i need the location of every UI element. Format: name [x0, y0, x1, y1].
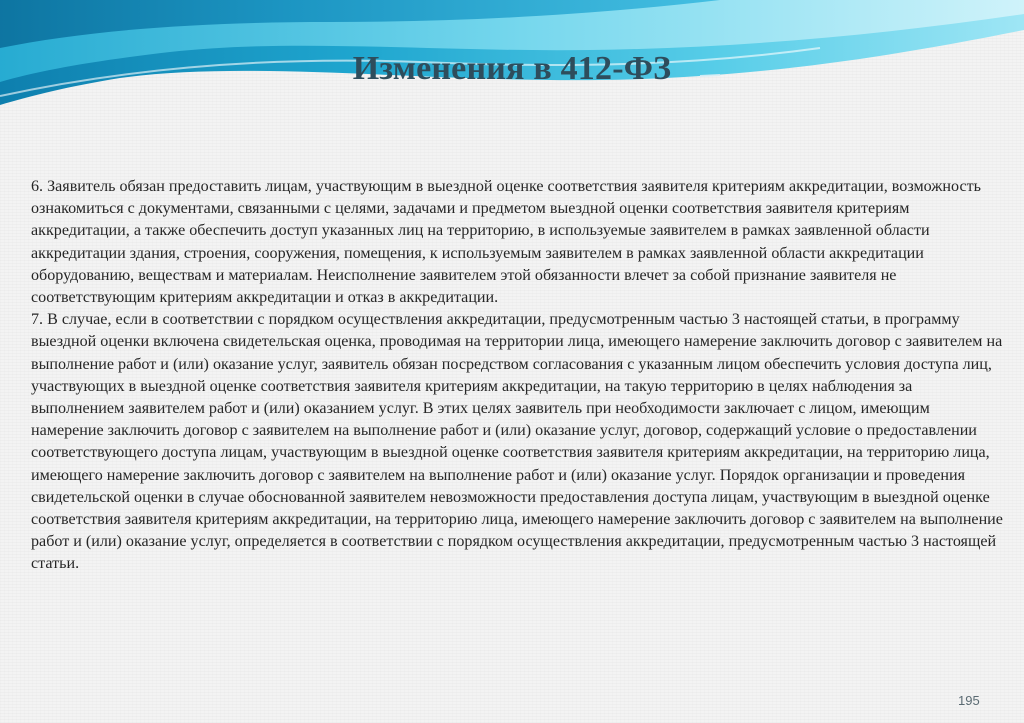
page-number: 195: [958, 693, 980, 708]
paragraph-7: 7. В случае, если в соответствии с порядком осуществления аккредитации, предусмотренным частью 3 настоящей статьи, в программу выездной оценки включена свидетельская оценка, проводимая на территории лица, имеющего намерение заключить договор с заявителем на выполнение работ и (или) оказание услуг, заявитель обязан посредством согласования с указанным лицом обеспечить условия доступа лиц, участвующих в выездной оценке соответствия заявителя критериям аккредитации, на такую территорию в целях наблюдения за выполнением заявителем работ и (или) оказанием услуг. В этих целях заявитель при необходимости заключает с лицом, имеющим намерение заключить договор с заявителем на выполнение работ и (или) оказание услуг, договор, содержащий условие о предоставлении соответствующего доступа лицам, участвующим в выездной оценке соответствия заявителя критериям аккредитации, на территорию лица, имеющего намерение заключить договор с заявителем на выполнение работ и (или) оказание услуг. Порядок организации и проведения свидетельской оценки в случае обоснованной заявителем невозможности предоставления доступа лицам, участвующим в выездной оценке соответствия заявителя критериям аккредитации, на территорию лица, имеющего намерение заключить договор с заявителем на выполнение работ и (или) оказание услуг, определяется в соответствии с порядком осуществления аккредитации, предусмотренным частью 3 настоящей статьи.: [31, 311, 1003, 573]
slide-body: [31, 176, 1006, 576]
paragraph-6: 6. Заявитель обязан предоставить лицам, участвующим в выездной оценке соответствия заявителя критериям аккредитации, возможность ознакомиться с документами, связанными с целями, задачами и предметом выездной оценки соответствия заявителя критериям аккредитации, а также обеспечить доступ указанных лиц на территорию, в используемые заявителем в рамках заявленной области аккредитации здания, строения, сооружения, помещения, к используемым заявителем в рамках заявленной области аккредитации оборудованию, веществам и материалам. Неисполнение заявителем этой обязанности влечет за собой признание заявителя не соответствующим критериям аккредитации и отказ в аккредитации.: [31, 178, 981, 307]
slide-title: Изменения в 412-ФЗ: [352, 50, 672, 87]
